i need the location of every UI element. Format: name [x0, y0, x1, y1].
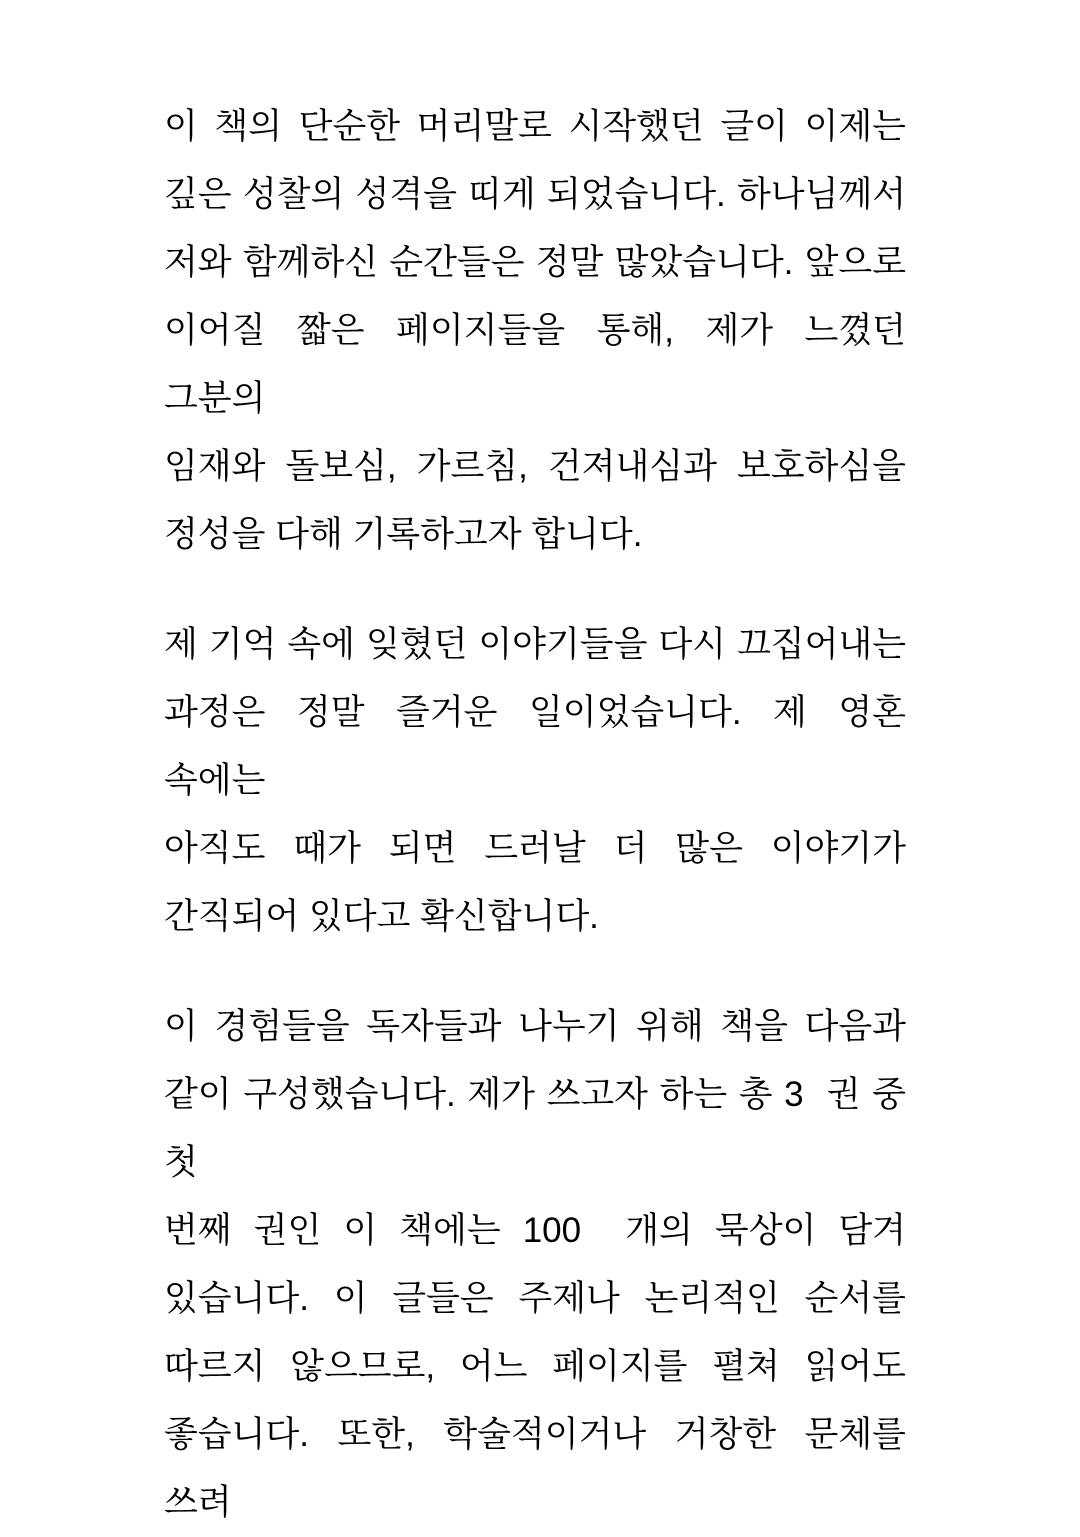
text-line: 과정은 정말 즐거운 일이었습니다. 제 영혼 속에는 [164, 693, 906, 800]
text-line: 임재와 돌보심, 가르침, 건져내심과 보호하심을 [164, 447, 906, 486]
text-line: 깊은 성찰의 성격을 띠게 되었습니다. 하나님께서 [164, 175, 906, 214]
text-line: 번째 권인 이 책에는 100 개의 묵상이 담겨 [164, 1211, 906, 1250]
text-line: 아직도 때가 되면 드러날 더 많은 이야기가 [164, 829, 906, 868]
text-line: 이 책의 단순한 머리말로 시작했던 글이 이제는 [164, 107, 906, 146]
text-line: 저와 함께하신 순간들은 정말 많았습니다. 앞으로 [164, 243, 906, 282]
text-line: 간직되어 있다고 확신합니다. [164, 897, 599, 936]
text-line: 이 경험들을 독자들과 나누기 위해 책을 다음과 [164, 1007, 906, 1046]
text-line: 제 기억 속에 잊혔던 이야기들을 다시 끄집어내는 [164, 625, 906, 664]
text-line: 이어질 짧은 페이지들을 통해, 제가 느꼈던 그분의 [164, 311, 906, 418]
text-line: 같이 구성했습니다. 제가 쓰고자 하는 총 3 권 중 첫 [164, 1075, 906, 1182]
text-line: 정성을 다해 기록하고자 합니다. [164, 515, 643, 554]
paragraph-3 [164, 993, 906, 1537]
paragraph-2 [164, 611, 906, 951]
text-line: 있습니다. 이 글들은 주제나 논리적인 순서를 [164, 1279, 906, 1318]
text-line: 좋습니다. 또한, 학술적이거나 거창한 문체를 쓰려 [164, 1415, 906, 1522]
paragraph-1 [164, 93, 906, 569]
text-line: 따르지 않으므로, 어느 페이지를 펼쳐 읽어도 [164, 1347, 906, 1386]
